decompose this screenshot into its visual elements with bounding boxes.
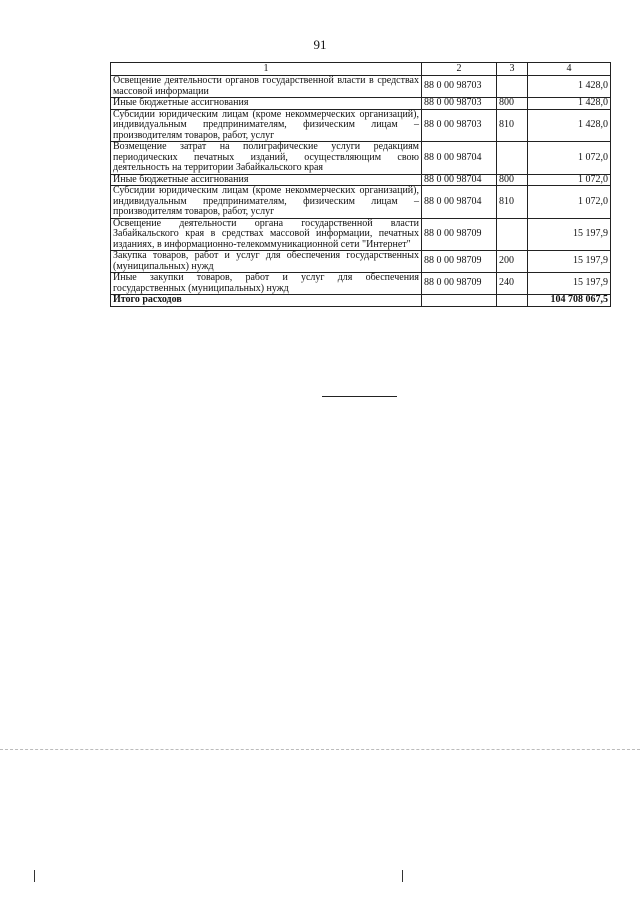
- row-expense-type: 800: [497, 174, 528, 186]
- row-amount: 1 072,0: [528, 186, 611, 219]
- row-expense-type: 810: [497, 186, 528, 219]
- end-divider: [322, 396, 397, 397]
- row-code: 88 0 00 98709: [422, 273, 497, 295]
- table-row: [111, 218, 611, 251]
- row-description: Освещение деятельности органа государственной власти Забайкальского края в средствах массовой информации, печатных изданиях, в информационно-телекоммуникационной сети "Интернет": [111, 218, 422, 251]
- row-code: 88 0 00 98709: [422, 251, 497, 273]
- page-number: 91: [313, 37, 327, 52]
- row-amount: 1 072,0: [528, 174, 611, 186]
- table-row: [111, 98, 611, 110]
- row-amount: 15 197,9: [528, 273, 611, 295]
- column-header: 1: [111, 63, 422, 76]
- total-empty-cell: [422, 295, 497, 307]
- expense-table: [110, 62, 611, 307]
- row-expense-type: [497, 218, 528, 251]
- table-row: [111, 142, 611, 175]
- scan-artifact-mark: [34, 870, 35, 882]
- row-description: Субсидии юридическим лицам (кроме некоммерческих организаций), индивидуальным предпринимателям, физическим лицам – производителям товаров, работ, услуг: [111, 186, 422, 219]
- column-header: 2: [422, 63, 497, 76]
- row-code: 88 0 00 98703: [422, 98, 497, 110]
- total-row: [111, 295, 611, 307]
- table-row: [111, 76, 611, 98]
- row-expense-type: 810: [497, 109, 528, 142]
- row-amount: 1 428,0: [528, 76, 611, 98]
- row-description: Иные бюджетные ассигнования: [111, 174, 422, 186]
- row-code: 88 0 00 98704: [422, 174, 497, 186]
- total-amount: 104 708 067,5: [528, 295, 611, 307]
- scan-artifact-mark: [402, 870, 403, 882]
- row-amount: 15 197,9: [528, 218, 611, 251]
- row-code: 88 0 00 98703: [422, 109, 497, 142]
- row-code: 88 0 00 98703: [422, 76, 497, 98]
- row-amount: 1 072,0: [528, 142, 611, 175]
- row-description: Иные закупки товаров, работ и услуг для обеспечения государственных (муниципальных) нужд: [111, 273, 422, 295]
- table-row: [111, 251, 611, 273]
- row-description: Субсидии юридическим лицам (кроме некоммерческих организаций), индивидуальным предпринимателям, физическим лицам – производителям товаров, работ, услуг: [111, 109, 422, 142]
- table-row: [111, 273, 611, 295]
- row-expense-type: 800: [497, 98, 528, 110]
- table-row: [111, 174, 611, 186]
- column-header: 3: [497, 63, 528, 76]
- row-code: 88 0 00 98704: [422, 186, 497, 219]
- table-row: [111, 186, 611, 219]
- table-row: [111, 109, 611, 142]
- table-header-row: [111, 63, 611, 76]
- row-amount: 15 197,9: [528, 251, 611, 273]
- row-expense-type: [497, 76, 528, 98]
- row-code: 88 0 00 98709: [422, 218, 497, 251]
- row-expense-type: [497, 142, 528, 175]
- row-description: Возмещение затрат на полиграфические услуги редакциям периодических печатных изданий, осуществляющим свою деятельность на территории Забайкальского края: [111, 142, 422, 175]
- total-empty-cell: [497, 295, 528, 307]
- column-header: 4: [528, 63, 611, 76]
- total-label: Итого расходов: [111, 295, 422, 307]
- row-description: Закупка товаров, работ и услуг для обеспечения государственных (муниципальных) нужд: [111, 251, 422, 273]
- scan-artifact-line: [0, 749, 640, 750]
- row-expense-type: 240: [497, 273, 528, 295]
- row-expense-type: 200: [497, 251, 528, 273]
- row-amount: 1 428,0: [528, 98, 611, 110]
- row-description: Освещение деятельности органов государственной власти в средствах массовой информации: [111, 76, 422, 98]
- row-amount: 1 428,0: [528, 109, 611, 142]
- row-description: Иные бюджетные ассигнования: [111, 98, 422, 110]
- row-code: 88 0 00 98704: [422, 142, 497, 175]
